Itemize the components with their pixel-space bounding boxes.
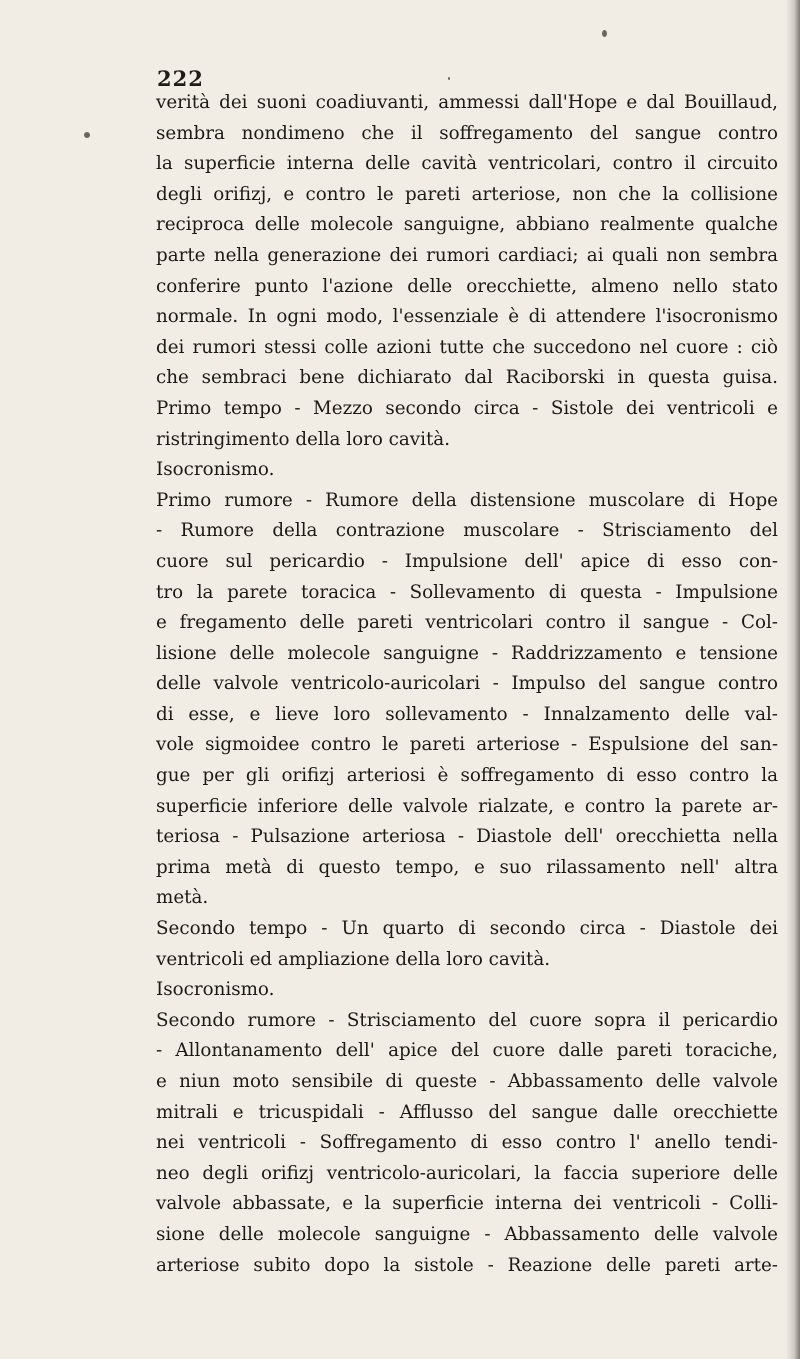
- text-line: ristringimento della loro cavità.: [156, 428, 451, 450]
- text-line: ventricoli ed ampliazione della loro cavità.: [156, 948, 551, 970]
- text-line: cuore sul pericardio - Impulsione dell' apice di esso con-: [156, 550, 778, 572]
- text-line: dei rumori stessi colle azioni tutte che succedono nel cuore : ciò: [156, 336, 778, 358]
- ink-speck: [84, 132, 90, 138]
- ink-speck: [448, 77, 450, 80]
- text-line: conferire punto l'azione delle orecchiette, almeno nello stato: [156, 275, 778, 297]
- text-line: la superficie interna delle cavità ventricolari, contro il circuito: [156, 153, 778, 175]
- text-line: che sembraci bene dichiarato dal Raciborski in questa guisa.: [156, 367, 778, 389]
- text-line: Secondo rumore - Strisciamento del cuore sopra il pericardio: [156, 1009, 778, 1031]
- text-line: verità dei suoni coadiuvanti, ammessi dall'Hope e dal Bouillaud,: [156, 92, 778, 113]
- text-line: di esse, e lieve loro sollevamento - Innalzamento delle val-: [156, 703, 778, 725]
- text-line: e niun moto sensibile di queste - Abbassamento delle valvole: [156, 1071, 778, 1092]
- text-line: neo degli orifizj ventricolo-auricolari, la faccia superiore delle: [156, 1162, 778, 1184]
- body-text: [156, 88, 778, 1281]
- text-line: sembra nondimeno che il soffregamento del sangue contro: [156, 122, 778, 144]
- text-line: parte nella generazione dei rumori cardiaci; ai quali non sembra: [156, 244, 778, 266]
- text-line: - Rumore della contrazione muscolare - Strisciamento del: [156, 520, 778, 542]
- text-line: Primo tempo - Mezzo secondo circa - Sistole dei ventricoli e: [156, 397, 778, 419]
- text-line: arteriose subito dopo la sistole - Reazione delle pareti arte-: [156, 1254, 778, 1276]
- text-line: valvole abbassate, e la superficie interna dei ventricoli - Colli-: [156, 1193, 778, 1215]
- text-line: Primo rumore - Rumore della distensione muscolare di Hope: [156, 489, 778, 511]
- text-line: - Allontanamento dell' apice del cuore dalle pareti toraciche,: [156, 1040, 778, 1062]
- text-line: lisione delle molecole sanguigne - Raddrizzamento e tensione: [156, 642, 778, 664]
- text-line: e fregamento delle pareti ventricolari contro il sangue - Col-: [156, 612, 778, 634]
- text-line: metà.: [156, 887, 209, 909]
- text-line: Isocronismo.: [156, 979, 275, 1001]
- text-line: delle valvole ventricolo-auricolari - Impulso del sangue contro: [156, 673, 778, 695]
- text-line: reciproca delle molecole sanguigne, abbiano realmente qualche: [156, 214, 778, 236]
- text-line: Isocronismo.: [156, 459, 275, 481]
- ink-speck: [602, 30, 607, 37]
- text-line: tro la parete toracica - Sollevamento di questa - Impulsione: [156, 581, 778, 603]
- text-line: normale. In ogni modo, l'essenziale è di attendere l'isocronismo: [156, 306, 778, 328]
- text-line: degli orifizj, e contro le pareti arteriose, non che la collisione: [156, 183, 778, 205]
- page-edge-shadow: [786, 0, 800, 1359]
- text-line: nei ventricoli - Soffregamento di esso contro l' anello tendi-: [156, 1132, 778, 1154]
- text-line: sione delle molecole sanguigne - Abbassamento delle valvole: [156, 1223, 778, 1245]
- text-line: vole sigmoidee contro le pareti arteriose - Espulsione del san-: [156, 734, 778, 756]
- text-line: mitrali e tricuspidali - Afflusso del sangue dalle orecchiette: [156, 1101, 778, 1123]
- text-line: superficie inferiore delle valvole rialzate, e contro la parete ar-: [156, 795, 778, 817]
- text-line: teriosa - Pulsazione arteriosa - Diastole dell' orecchietta nella: [156, 826, 778, 848]
- page-number: 222: [157, 66, 204, 91]
- text-line: Secondo tempo - Un quarto di secondo circa - Diastole dei: [156, 918, 778, 940]
- text-line: gue per gli orifizj arteriosi è soffregamento di esso contro la: [156, 765, 778, 787]
- text-line: prima metà di questo tempo, e suo rilassamento nell' altra: [156, 856, 778, 878]
